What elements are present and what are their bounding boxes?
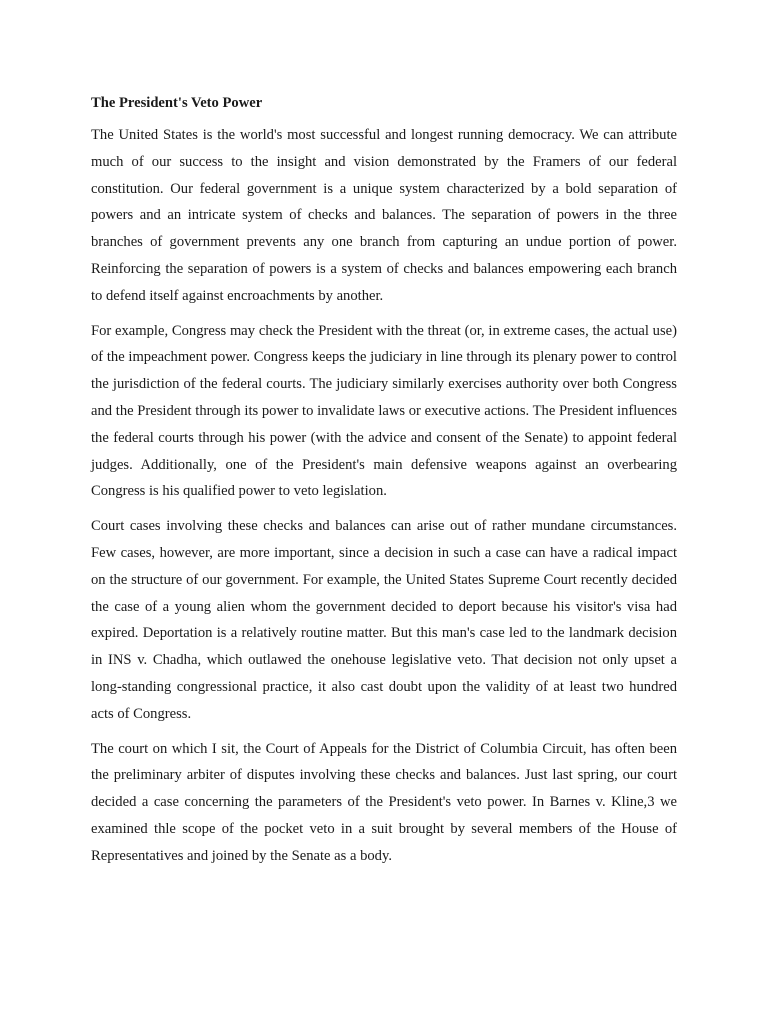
paragraph-2: For example, Congress may check the President with the threat (or, in extreme cases, the actual use) of the impeachment power. Congress keeps the judiciary in line through its plenary power to control the jurisdiction of the federal courts. The judiciary similarly exercises authority over both Congress and the President through its power to invalidate laws or executive actions. The President influences the federal courts through his power (with the advice and consent of the Senate) to appoint federal judges. Additionally, one of the President's main defensive weapons against an overbearing Congress is his qualified power to veto legislation. — [91, 322, 677, 500]
document-body — [91, 92, 677, 878]
document-title: The President's Veto Power — [91, 95, 263, 111]
paragraph-4: The court on which I sit, the Court of Appeals for the District of Columbia Circuit, has often been the preliminary arbiter of disputes involving these checks and balances. Just last spring, our court decided a case concerning the parameters of the President's veto power. In Barnes v. Kline,3 we examined thle scope of the pocket veto in a suit brought by several members of the House of Representatives and joined by the Senate as a body. — [91, 740, 677, 864]
paragraph-3: Court cases involving these checks and balances can arise out of rather mundane circumstances. Few cases, however, are more important, since a decision in such a case can have a radical impact on the structure of our government. For example, the United States Supreme Court recently decided the case of a young alien whom the government decided to deport because his visitor's visa had expired. Deportation is a relatively routine matter. But this man's case led to the landmark decision in INS v. Chadha, which outlawed the onehouse legislative veto. That decision not only upset a long-standing congressional practice, it also cast doubt upon the validity of at least two hundred acts of Congress. — [91, 518, 677, 722]
paragraph-1: The United States is the world's most successful and longest running democracy. We can attribute much of our success to the insight and vision demonstrated by the Framers of our federal constitution. Our federal government is a unique system characterized by a bold separation of powers and an intricate system of checks and balances. The separation of powers in the three branches of government prevents any one branch from capturing an undue portion of power. Reinforcing the separation of powers is a system of checks and balances empowering each branch to defend itself against encroachments by another. — [91, 127, 677, 304]
